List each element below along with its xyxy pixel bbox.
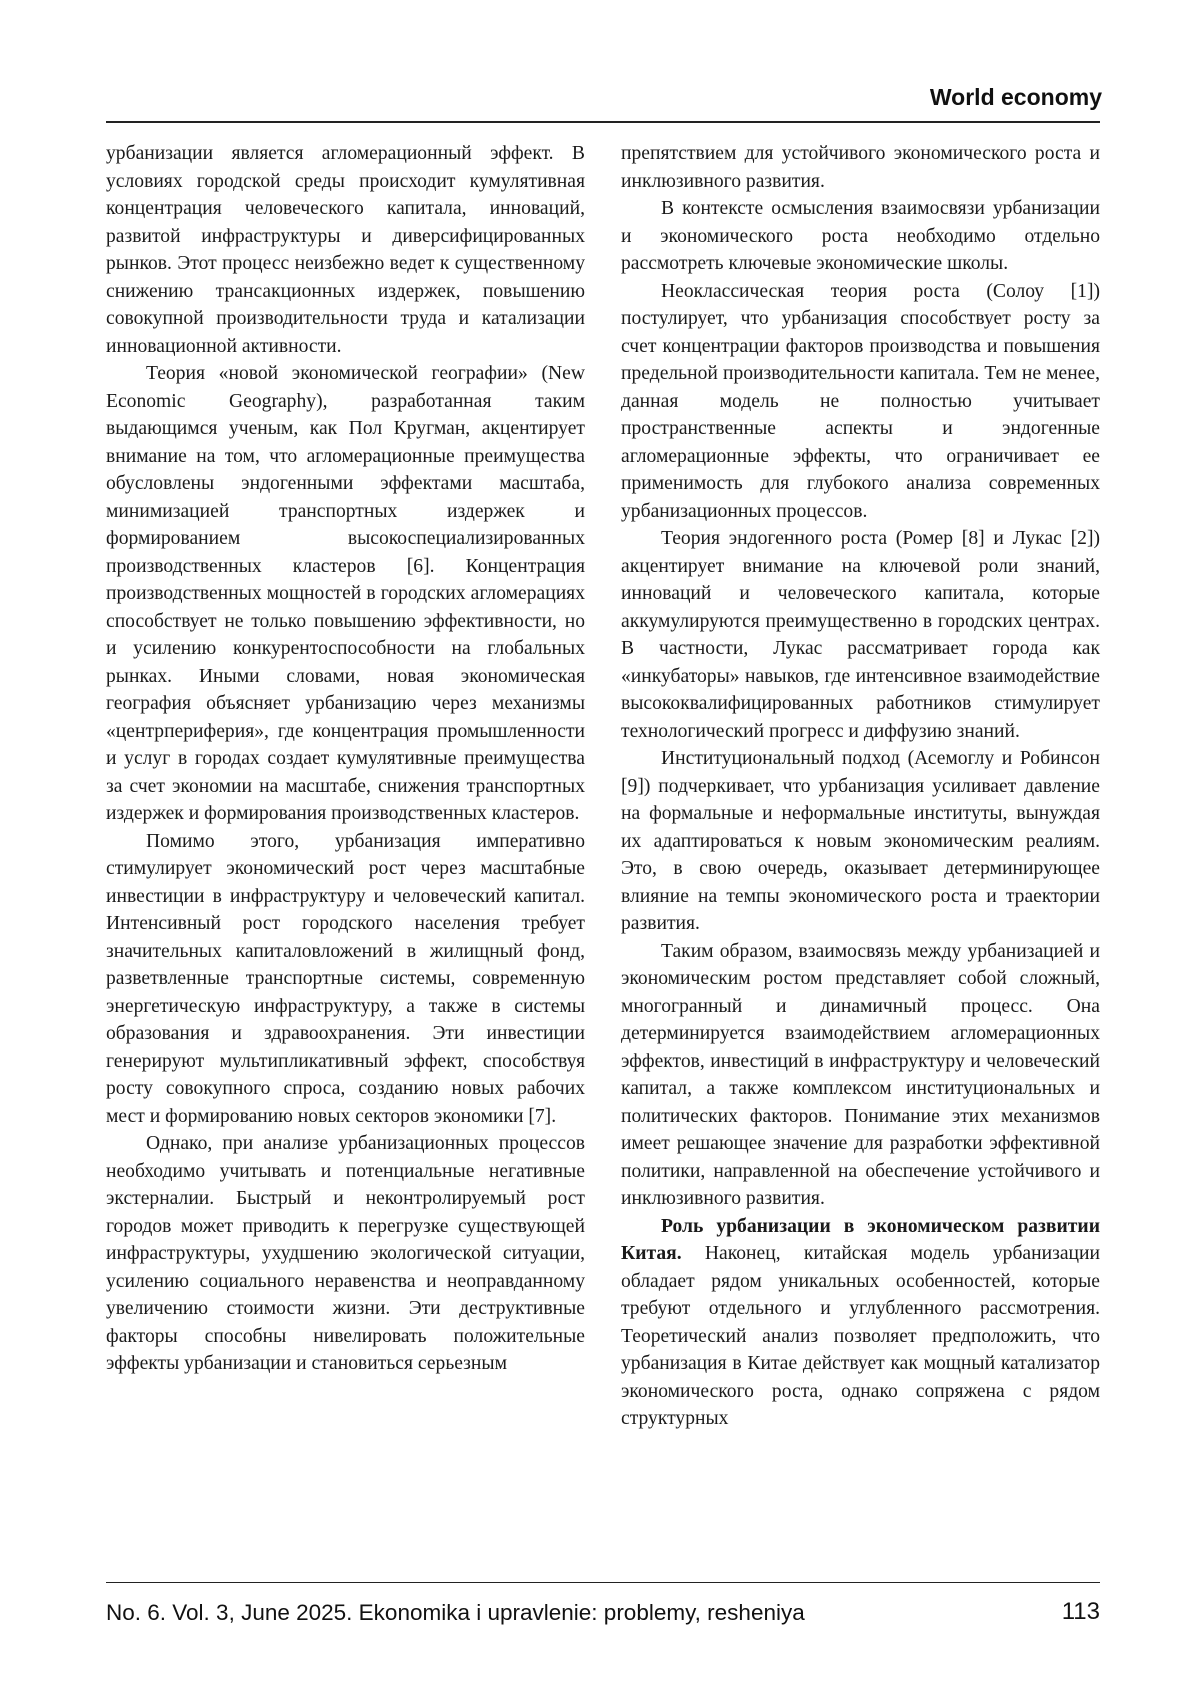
paragraph-text: Наконец, китайская модель урбанизации обладает рядом уникальных особенностей, которые требуют отдельного и углубленного рассмотрения. Теоретический анализ позволяет предположить, что урбанизация в Китае действует как мощный катализатор экономического роста, однако сопряжена с рядом структурных — [621, 1243, 1100, 1429]
paragraph: Теория «новой экономической географии» (New Economic Geography), разработанная таким выдающимся ученым, как Пол Кругман, акцентирует внимание на том, что агломерационные преимущества обусловлены эндогенными эффектами масштаба, минимизацией транспортных издержек и формированием высокоспециализированных производственных кластеров [6]. Концентрация производственных мощностей в городских агломерациях способствует не только повышению эффективности, но и усилению конкурентоспособности на глобальных рынках. Иными словами, новая экономическая география объясняет урбанизацию через механизмы «центрпериферия», где концентрация промышленности и услуг в городах создает кумулятивные преимущества за счет экономии на масштабе, снижения транспортных издержек и формирования производственных кластеров. — [106, 363, 585, 824]
footer-rule — [106, 1582, 1100, 1583]
paragraph: Помимо этого, урбанизация императивно стимулирует экономический рост через масштабные инвестиции в инфраструктуру и человеческий капитал. Интенсивный рост городского населения требует значительных капиталовложений в жилищный фонд, разветвленные транспортные системы, современную энергетическую инфраструктуру, а также в системы образования и здравоохранения. Эти инвестиции генерируют мультипликативный эффект, способствуя росту совокупного спроса, созданию новых рабочих мест и формированию новых секторов экономики [7]. — [106, 830, 585, 1127]
inline-heading: Роль урбанизации в экономическом развитии Китая. — [621, 1215, 1100, 1264]
paragraph: урбанизации является агломерационный эффект. В условиях городской среды происходит кумулятивная концентрация человеческого капитала, инноваций, развитой инфраструктуры и диверсифицированных рынков. Этот процесс неизбежно ведет к существенному снижению трансакционных издержек, повышению совокупной производительности труда и катализации инновационной активности. — [106, 143, 585, 357]
paragraph: Неоклассическая теория роста (Солоу [1]) постулирует, что урбанизация способствует росту за счет концентрации факторов производства и повышения предельной производительности капитала. Тем не менее, данная модель не полностью учитывает пространственные аспекты и эндогенные агломерационные эффекты, что ограничивает ее применимость для глубокого анализа современных урбанизационных процессов. — [621, 280, 1100, 522]
paragraph: препятствием для устойчивого экономического роста и инклюзивного развития. — [621, 143, 1100, 192]
paragraph: Теория эндогенного роста (Ромер [8] и Лукас [2]) акцентирует внимание на ключевой роли знаний, инноваций и человеческого капитала, которые аккумулируются преимущественно в городских центрах. В частности, Лукас рассматривает города как «инкубаторы» навыков, где интенсивное взаимодействие высококвалифицированных работников стимулирует технологический прогресс и диффузию знаний. — [621, 528, 1100, 742]
left-column — [106, 140, 585, 1378]
header-rule — [106, 121, 1100, 123]
paragraph: Институциональный подход (Асемоглу и Робинсон [9]) подчеркивает, что урбанизация усиливает давление на формальные и неформальные институты, вынуждая их адаптироваться к новым экономическим реалиям. Это, в свою очередь, оказывает детерминирующее влияние на темпы экономического роста и траектории развития. — [621, 748, 1100, 934]
paragraph: В контексте осмысления взаимосвязи урбанизации и экономического роста необходимо отдельно рассмотреть ключевые экономические школы. — [621, 198, 1100, 274]
paragraph: Таким образом, взаимосвязь между урбанизацией и экономическим ростом представляет собой сложный, многогранный и динамичный процесс. Она детерминируется взаимодействием агломерационных эффектов, инвестиций в инфраструктуру и человеческий капитал, а также комплексом институциональных и политических факторов. Понимание этих механизмов имеет решающее значение для разработки эффективной политики, направленной на обеспечение устойчивого и инклюзивного развития. — [621, 940, 1100, 1209]
paragraph: Однако, при анализе урбанизационных процессов необходимо учитывать и потенциальные негативные экстерналии. Быстрый и неконтролируемый рост городов может приводить к перегрузке существующей инфраструктуры, ухудшению экологической ситуации, усилению социального неравенства и неоправданному увеличению стоимости жизни. Эти деструктивные факторы способны нивелировать положительные эффекты урбанизации и становиться серьезным — [106, 1133, 585, 1374]
paragraph-with-heading — [621, 1213, 1100, 1433]
right-column — [621, 140, 1100, 1433]
section-title: World economy — [929, 84, 1102, 110]
page-number: 113 — [1061, 1598, 1100, 1625]
journal-citation: No. 6. Vol. 3, June 2025. Ekonomika i upravlenie: problemy, resheniya — [106, 1600, 805, 1625]
